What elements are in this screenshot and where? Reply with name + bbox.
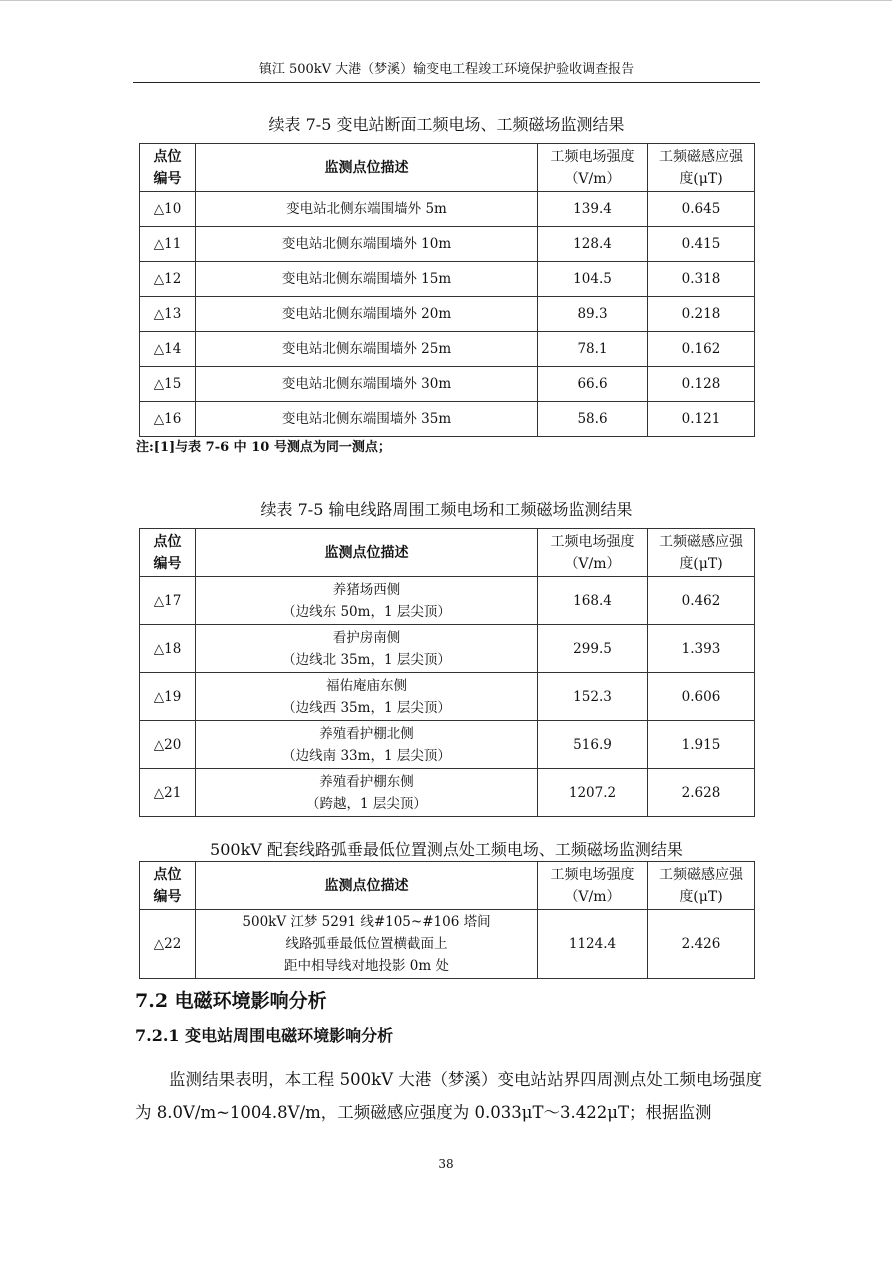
- top-border: [0, 0, 892, 1]
- col-header-b: 工频磁感应强 度(μT): [648, 862, 755, 910]
- cell-description: 变电站北侧东端围墙外 30m: [196, 367, 538, 402]
- cell-description: 变电站北侧东端围墙外 5m: [196, 192, 538, 227]
- cell-magnetic-induction: 0.462: [648, 577, 755, 625]
- table3: [139, 861, 755, 979]
- header-rule: [133, 82, 760, 83]
- col-header-desc: 监测点位描述: [196, 144, 538, 192]
- table-row: [140, 673, 755, 721]
- table1-header-row: [140, 144, 755, 192]
- section-heading: 7.2 电磁环境影响分析: [135, 990, 327, 1012]
- col-header-id: 点位 编号: [140, 144, 196, 192]
- cell-magnetic-induction: 2.628: [648, 769, 755, 817]
- cell-electric-field: 66.6: [538, 367, 648, 402]
- col-header-id: 点位 编号: [140, 862, 196, 910]
- cell-point-id: △15: [140, 367, 196, 402]
- cell-magnetic-induction: 0.121: [648, 402, 755, 437]
- table2-caption: 续表 7-5 输电线路周围工频电场和工频磁场监测结果: [260, 500, 633, 519]
- cell-magnetic-induction: 0.606: [648, 673, 755, 721]
- cell-electric-field: 128.4: [538, 227, 648, 262]
- table3-header-row: [140, 862, 755, 910]
- cell-point-id: △12: [140, 262, 196, 297]
- cell-description: 养殖看护棚北侧 （边线南 33m，1 层尖顶）: [196, 721, 538, 769]
- table-row: [140, 227, 755, 262]
- cell-magnetic-induction: 1.393: [648, 625, 755, 673]
- cell-description: 变电站北侧东端围墙外 25m: [196, 332, 538, 367]
- table-row: [140, 577, 755, 625]
- cell-description: 养殖看护棚东侧 （跨越，1 层尖顶）: [196, 769, 538, 817]
- col-header-id: 点位 编号: [140, 529, 196, 577]
- table2: [139, 528, 755, 817]
- cell-magnetic-induction: 0.218: [648, 297, 755, 332]
- cell-point-id: △18: [140, 625, 196, 673]
- cell-magnetic-induction: 0.162: [648, 332, 755, 367]
- cell-description: 变电站北侧东端围墙外 35m: [196, 402, 538, 437]
- cell-point-id: △11: [140, 227, 196, 262]
- cell-point-id: △14: [140, 332, 196, 367]
- cell-electric-field: 152.3: [538, 673, 648, 721]
- body-paragraph: 监测结果表明，本工程 500kV 大港（梦溪）变电站站界四周测点处工频电场强度为 8.0V/m~1004.8V/m，工频磁感应强度为 0.033μT～3.422μT；根据监测: [135, 1070, 762, 1122]
- cell-point-id: △16: [140, 402, 196, 437]
- table2-header-row: [140, 529, 755, 577]
- cell-electric-field: 1124.4: [538, 910, 648, 979]
- cell-magnetic-induction: 2.426: [648, 910, 755, 979]
- table-row: [140, 262, 755, 297]
- cell-magnetic-induction: 1.915: [648, 721, 755, 769]
- cell-description: 变电站北侧东端围墙外 20m: [196, 297, 538, 332]
- cell-magnetic-induction: 0.128: [648, 367, 755, 402]
- table-row: [140, 625, 755, 673]
- col-header-b: 工频磁感应强 度(μT): [648, 529, 755, 577]
- table-row: [140, 910, 755, 979]
- cell-description: 福佑庵庙东侧 （边线西 35m，1 层尖顶）: [196, 673, 538, 721]
- cell-point-id: △19: [140, 673, 196, 721]
- table-row: [140, 769, 755, 817]
- cell-description: 看护房南侧 （边线北 35m，1 层尖顶）: [196, 625, 538, 673]
- table3-caption: 500kV 配套线路弧垂最低位置测点处工频电场、工频磁场监测结果: [210, 840, 683, 859]
- cell-description: 500kV 江梦 5291 线#105~#106 塔间 线路弧垂最低位置横截面上 距中相导线对地投影 0m 处: [196, 910, 538, 979]
- cell-electric-field: 1207.2: [538, 769, 648, 817]
- cell-electric-field: 78.1: [538, 332, 648, 367]
- table-row: [140, 192, 755, 227]
- cell-electric-field: 168.4: [538, 577, 648, 625]
- cell-point-id: △13: [140, 297, 196, 332]
- page-number: 38: [438, 1157, 454, 1171]
- col-header-e: 工频电场强度 （V/m）: [538, 862, 648, 910]
- cell-point-id: △21: [140, 769, 196, 817]
- table-row: [140, 402, 755, 437]
- cell-electric-field: 139.4: [538, 192, 648, 227]
- cell-electric-field: 58.6: [538, 402, 648, 437]
- col-header-b: 工频磁感应强 度(μT): [648, 144, 755, 192]
- running-header: 镇江 500kV 大港（梦溪）输变电工程竣工环境保护验收调查报告: [258, 62, 635, 77]
- cell-point-id: △22: [140, 910, 196, 979]
- table1-note: 注:[1]与表 7-6 中 10 号测点为同一测点；: [136, 440, 391, 455]
- cell-description: 变电站北侧东端围墙外 15m: [196, 262, 538, 297]
- cell-description: 变电站北侧东端围墙外 10m: [196, 227, 538, 262]
- col-header-e: 工频电场强度 （V/m）: [538, 144, 648, 192]
- col-header-e: 工频电场强度 （V/m）: [538, 529, 648, 577]
- table-row: [140, 367, 755, 402]
- cell-electric-field: 89.3: [538, 297, 648, 332]
- cell-point-id: △17: [140, 577, 196, 625]
- table-row: [140, 297, 755, 332]
- cell-point-id: △10: [140, 192, 196, 227]
- table-row: [140, 721, 755, 769]
- col-header-desc: 监测点位描述: [196, 529, 538, 577]
- table-row: [140, 332, 755, 367]
- cell-electric-field: 299.5: [538, 625, 648, 673]
- cell-point-id: △20: [140, 721, 196, 769]
- cell-magnetic-induction: 0.645: [648, 192, 755, 227]
- col-header-desc: 监测点位描述: [196, 862, 538, 910]
- cell-electric-field: 104.5: [538, 262, 648, 297]
- cell-electric-field: 516.9: [538, 721, 648, 769]
- table1-caption: 续表 7-5 变电站断面工频电场、工频磁场监测结果: [268, 115, 625, 134]
- cell-description: 养猪场西侧 （边线东 50m，1 层尖顶）: [196, 577, 538, 625]
- subsection-heading: 7.2.1 变电站周围电磁环境影响分析: [135, 1026, 394, 1045]
- table1: [139, 143, 755, 437]
- cell-magnetic-induction: 0.318: [648, 262, 755, 297]
- cell-magnetic-induction: 0.415: [648, 227, 755, 262]
